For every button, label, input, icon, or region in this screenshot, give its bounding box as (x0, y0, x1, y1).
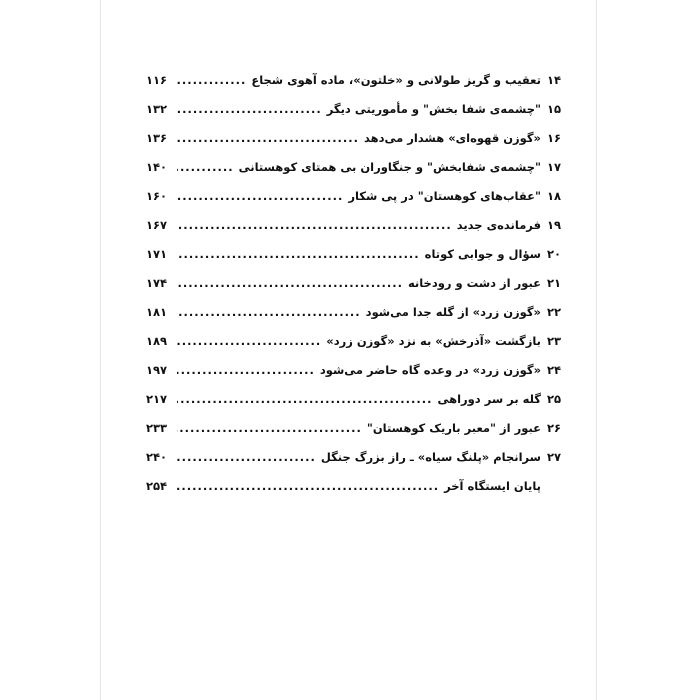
chapter-number: ۲۲ (546, 305, 561, 319)
chapter-number: ۲۴ (546, 363, 561, 377)
toc-entry (146, 269, 561, 298)
page-number: ۱۴۰ (146, 160, 168, 174)
page-number: ۱۹۷ (146, 363, 168, 377)
dot-leader (177, 182, 343, 211)
dot-leader (177, 298, 361, 327)
chapter-title: عبور از دشت و رودخانه (407, 276, 541, 290)
chapter-number: ۱۵ (546, 102, 561, 116)
chapter-number: ۱۹ (546, 218, 561, 232)
chapter-title: "چشمه‌ی شفا بخش" و مأموریتی دیگر (326, 102, 541, 116)
dot-leader (177, 240, 420, 269)
page-number: ۱۷۱ (146, 247, 168, 261)
dot-leader (177, 414, 362, 443)
page-number: ۱۳۶ (146, 131, 168, 145)
book-page (100, 0, 597, 700)
chapter-number: ۱۶ (546, 131, 561, 145)
toc-entry (146, 356, 561, 385)
chapter-title: «گوزن زرد» از گله جدا می‌شود (365, 305, 541, 319)
chapter-title: بازگشت «آذرخش» به نزد «گوزن زرد» (326, 334, 541, 348)
chapter-number: ۲۱ (546, 276, 561, 290)
page-number: ۱۳۲ (146, 102, 168, 116)
dot-leader (177, 95, 322, 124)
chapter-title: پایان ایستگاه آخر (444, 479, 541, 493)
page-number: ۲۱۷ (146, 392, 168, 406)
page-number: ۱۶۷ (146, 218, 168, 232)
chapter-title: «گوزن قهوه‌ای» هشدار می‌دهد (364, 131, 541, 145)
chapter-number: ۲۵ (546, 392, 561, 406)
toc-entry (146, 124, 561, 153)
chapter-number: ۲۳ (546, 334, 561, 348)
chapter-number: ۱۸ (546, 189, 561, 203)
chapter-title: سؤال و جوابی کوتاه (424, 247, 541, 261)
toc-entry (146, 472, 561, 501)
dot-leader (177, 211, 452, 240)
dot-leader (177, 66, 246, 95)
toc-entry (146, 153, 561, 182)
chapter-number: ۲۰ (546, 247, 561, 261)
chapter-number: ۲۷ (546, 450, 561, 464)
dot-leader (177, 124, 359, 153)
toc-entry (146, 95, 561, 124)
dot-leader (177, 153, 234, 182)
dot-leader (177, 472, 439, 501)
chapter-number: ۱۴ (546, 73, 561, 87)
toc-entry (146, 327, 561, 356)
toc-entry (146, 443, 561, 472)
chapter-number: ۲۶ (546, 421, 561, 435)
chapter-title: «گوزن زرد» در وعده گاه حاضر می‌شود (319, 363, 541, 377)
toc-entry (146, 298, 561, 327)
dot-leader (177, 443, 316, 472)
chapter-title: گله بر سر دوراهی (437, 392, 541, 406)
page-number: ۲۵۴ (146, 479, 168, 493)
chapter-title: "چشمه‌ی شفابخش" و جنگاوران بی همتای کوهستانی (238, 160, 541, 174)
chapter-title: سرانجام «پلنگ سیاه» ـ راز بزرگ جنگل (320, 450, 541, 464)
toc-entry (146, 211, 561, 240)
chapter-number: ۱۷ (546, 160, 561, 174)
chapter-title: "عقاب‌های کوهستان" در پی شکار (348, 189, 541, 203)
page-number: ۱۶۰ (146, 189, 168, 203)
page-number: ۱۷۴ (146, 276, 168, 290)
dot-leader (177, 327, 321, 356)
toc-entry (146, 240, 561, 269)
toc-entry (146, 385, 561, 414)
page-number: ۱۸۹ (146, 334, 168, 348)
page-number: ۱۸۱ (146, 305, 168, 319)
table-of-contents (146, 66, 561, 501)
dot-leader (177, 269, 403, 298)
page-number: ۲۳۳ (146, 421, 168, 435)
toc-entry (146, 182, 561, 211)
dot-leader (177, 356, 315, 385)
toc-entry (146, 414, 561, 443)
chapter-title: عبور از "معبر باریک کوهستان" (366, 421, 541, 435)
dot-leader (177, 385, 432, 414)
page-number: ۲۴۰ (146, 450, 168, 464)
page-number: ۱۱۶ (146, 73, 168, 87)
toc-entry (146, 66, 561, 95)
chapter-title: فرمانده‌ی جدید (456, 218, 541, 232)
chapter-title: تعقیب و گریز طولانی و «خلتون»، ماده آهوی شجاع (251, 73, 541, 87)
